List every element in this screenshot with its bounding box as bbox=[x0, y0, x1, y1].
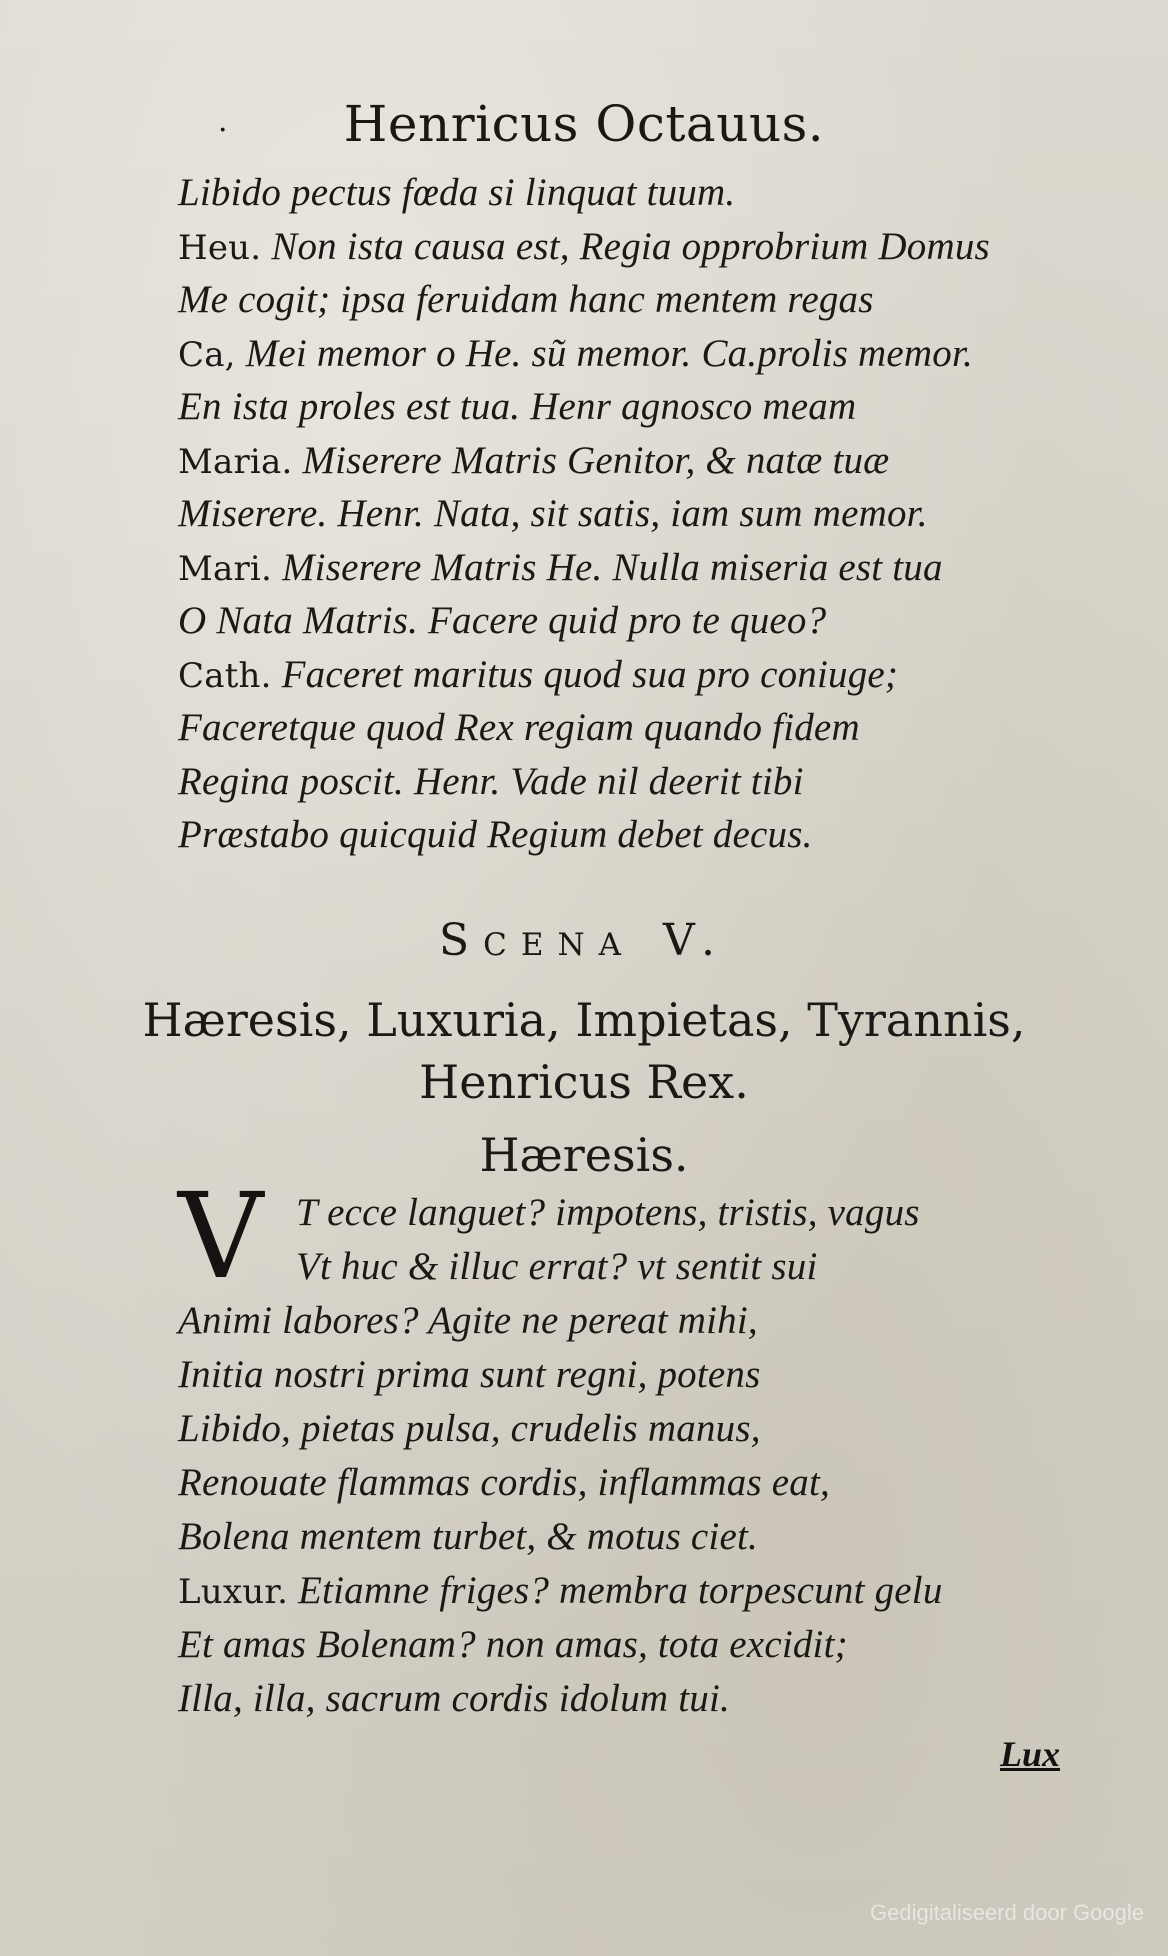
verse-text: Illa, illa, sacrum cordis idolum tui. bbox=[178, 1677, 730, 1720]
speech-line bbox=[178, 1622, 848, 1667]
dialogue-line bbox=[178, 438, 889, 483]
dialogue-line bbox=[178, 170, 735, 215]
verse-text: Faceret maritus quod sua pro coniuge; bbox=[281, 652, 899, 696]
verse-text: Miserere. Henr. Nata, sit satis, iam sum memor. bbox=[178, 492, 928, 535]
verse-text: Etiamne friges? membra torpescunt gelu bbox=[298, 1569, 943, 1612]
running-head-title: Henricus Octauus. bbox=[343, 95, 825, 153]
speech-line bbox=[178, 1406, 761, 1451]
dialogue-line bbox=[178, 331, 973, 376]
dialogue-line bbox=[178, 705, 860, 750]
dialogue-line bbox=[178, 812, 813, 857]
verse-text: Libido pectus fœda si linquat tuum. bbox=[178, 171, 736, 214]
dialogue-line bbox=[178, 277, 874, 322]
running-head bbox=[0, 95, 1168, 153]
drop-cap: V bbox=[178, 1167, 264, 1305]
speech-line bbox=[178, 1568, 943, 1613]
dialogue-line bbox=[178, 384, 856, 429]
verse-text: Vt huc & illuc errat? vt sentit sui bbox=[296, 1245, 818, 1288]
speaker-label: Maria. bbox=[178, 441, 293, 482]
speaker-label: Cath. bbox=[178, 655, 272, 696]
speaker-label: Ca, bbox=[178, 334, 236, 375]
speaker-label: Luxur. bbox=[178, 1572, 289, 1612]
dialogue-line bbox=[178, 491, 928, 536]
verse-text: Initia nostri prima sunt regni, potens bbox=[178, 1353, 761, 1396]
speaker-heading: Hæresis. bbox=[479, 1128, 689, 1182]
dialogue-line bbox=[178, 224, 990, 269]
speaker-label: Heu. bbox=[178, 227, 262, 268]
verse-text: Mei memor o He. sũ memor. Ca.prolis memor. bbox=[245, 331, 973, 375]
verse-text: Bolena mentem turbet, & motus ciet. bbox=[178, 1515, 758, 1558]
verse-text: En ista proles est tua. Henr agnosco meam bbox=[178, 385, 857, 428]
digitization-watermark: Gedigitaliseerd door Google bbox=[870, 1900, 1144, 1925]
verse-text: Et amas Bolenam? non amas, tota excidit; bbox=[178, 1623, 848, 1666]
dramatis-personae-line-1: Hæresis, Luxuria, Impietas, Tyrannis, bbox=[142, 993, 1026, 1047]
verse-text: Faceretque quod Rex regiam quando fidem bbox=[178, 706, 860, 749]
speech-line bbox=[178, 1460, 830, 1505]
scene-title: Scena V. bbox=[438, 915, 730, 966]
verse-text: Me cogit; ipsa feruidam hanc mentem regas bbox=[178, 278, 874, 321]
verse-text: Non ista causa est, Regia opprobrium Domus bbox=[271, 224, 990, 268]
speech-line bbox=[178, 1514, 758, 1559]
speech-line bbox=[296, 1244, 818, 1289]
verse-text: Animi labores? Agite ne pereat mihi, bbox=[178, 1299, 758, 1342]
dialogue-line bbox=[178, 652, 898, 697]
verse-text: Miserere Matris He. Nulla miseria est tua bbox=[281, 545, 943, 589]
speech-line bbox=[296, 1190, 920, 1235]
speech-line bbox=[178, 1298, 758, 1343]
speaker-label: Mari. bbox=[178, 548, 273, 589]
verse-text: Præstabo quicquid Regium debet decus. bbox=[178, 813, 813, 856]
dramatis-personae-line-2: Henricus Rex. bbox=[419, 1055, 749, 1109]
verse-text: Miserere Matris Genitor, & natæ tuæ bbox=[302, 438, 890, 482]
dialogue-line bbox=[178, 759, 804, 804]
running-head-dot: · bbox=[218, 113, 229, 148]
verse-text: Renouate flammas cordis, inflammas eat, bbox=[178, 1461, 830, 1504]
verse-text: O Nata Matris. Facere quid pro te queo? bbox=[178, 599, 827, 642]
verse-text: Regina poscit. Henr. Vade nil deerit tibi bbox=[178, 759, 804, 803]
dialogue-line bbox=[178, 545, 943, 590]
dialogue-line bbox=[178, 598, 826, 643]
verse-text: T ecce languet? impotens, tristis, vagus bbox=[296, 1191, 920, 1234]
catchword: Lux bbox=[1000, 1734, 1061, 1774]
verse-text: Libido, pietas pulsa, crudelis manus, bbox=[178, 1407, 761, 1450]
speech-line bbox=[178, 1352, 761, 1397]
speech-line bbox=[178, 1676, 730, 1721]
